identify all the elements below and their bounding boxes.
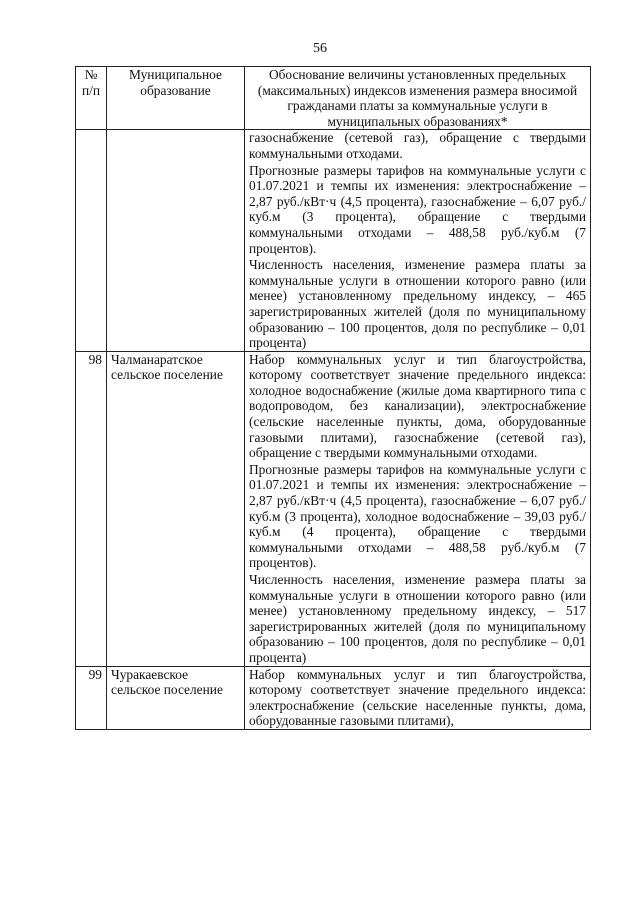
table-body [76, 130, 591, 730]
justification-paragraph: Набор коммунальных услуг и тип благоустройства, которому соответствует значение предельного индекса: холодное водоснабжение (жилые дома квартирного типа с водопроводом, без канализации), электроснабжение (сельские населенные пункты, дома, оборудованные газовыми плитами), газоснабжение (сетевой газ), обращение с твердыми коммунальными отходами. [249, 351, 586, 461]
table-row [76, 351, 591, 666]
municipality-name [107, 130, 245, 351]
header-justification: Обоснование величины установленных предельных (максимальных) индексов изменения размера вносимой гражданами платы за коммунальные услуги в муниципальных образованиях* [245, 67, 591, 130]
header-municipality: Муниципальное образование [107, 67, 245, 130]
row-number [76, 130, 107, 351]
justification-paragraph: Численность населения, изменение размера платы за коммунальные услуги в отношении которого равно (или менее) установленному предельному индексу, – 465 зарегистрированных жителей (доля по муниципальному образованию – 100 процентов, доля по республике – 0,01 процента) [249, 257, 586, 351]
justification-paragraph: Прогнозные размеры тарифов на коммунальные услуги с 01.07.2021 и темпы их изменения: электроснабжение – 2,87 руб./кВт·ч (4,5 процента), газоснабжение – 6,07 руб./куб.м (3 процента), обращение с твердыми коммунальными отходами – 488,58 руб./куб.м (7 процентов). [249, 162, 586, 256]
justification-paragraph: Численность населения, изменение размера платы за коммунальные услуги в отношении которого равно (или менее) установленному предельному индексу, – 517 зарегистрированных жителей (доля по муниципальному образованию – 100 процентов, доля по республике – 0,01 процента) [249, 572, 586, 665]
justification-paragraph: Прогнозные размеры тарифов на коммунальные услуги с 01.07.2021 и темпы их изменения: электроснабжение – 2,87 руб./кВт·ч (4,5 процента), газоснабжение – 6,07 руб./куб.м (3 процента), холодное водоснабжение – 39,03 руб./куб.м (4 процента), обращение с твердыми коммунальными отходами – 488,58 руб./куб.м (7 процентов). [249, 461, 586, 571]
justification-paragraph: Набор коммунальных услуг и тип благоустройства, которому соответствует значение предельного индекса: электроснабжение (сельские населенные пункты, дома, оборудованные газовыми плитами), [249, 666, 586, 729]
header-num: № п/п [76, 67, 107, 130]
page-number: 56 [313, 41, 327, 56]
justification-paragraph: газоснабжение (сетевой газ), обращение с твердыми коммунальными отходами. [249, 130, 586, 161]
municipality-name: Чуракаевское сельское поселение [107, 666, 245, 729]
justification-cell [245, 351, 591, 666]
row-number: 99 [76, 666, 107, 729]
table-row [76, 130, 591, 351]
justification-cell [245, 130, 591, 351]
tariff-table [75, 66, 591, 730]
table-header [76, 67, 591, 130]
justification-cell [245, 666, 591, 729]
municipality-name: Чалманаратское сельское поселение [107, 351, 245, 666]
table-row [76, 666, 591, 729]
row-number: 98 [76, 351, 107, 666]
